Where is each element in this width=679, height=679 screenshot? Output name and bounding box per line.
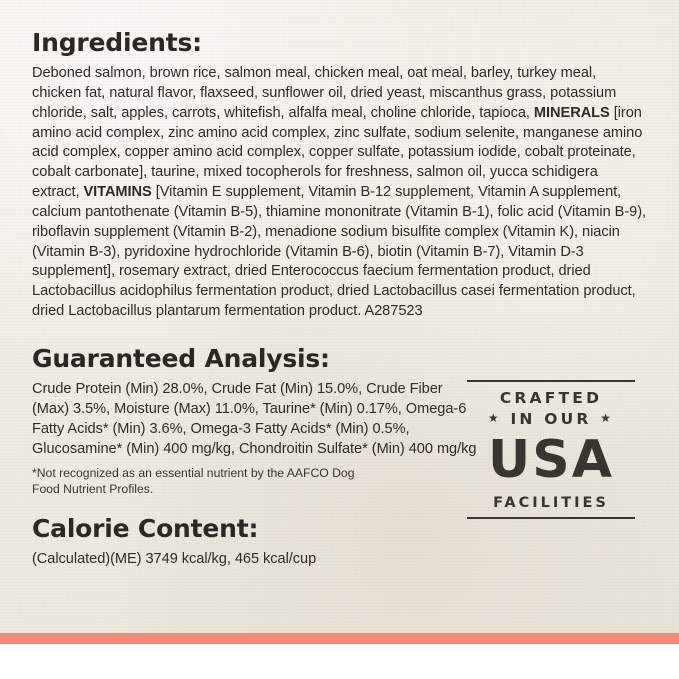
guaranteed-analysis-section: [32, 343, 649, 511]
ingredients-heading: Ingredients:: [32, 28, 202, 57]
badge-bottom-rule: [467, 517, 635, 519]
ingredients-text-part-1: Deboned salmon, brown rice, salmon meal, chicken meal, oat meal, barley, turkey meal, chicken fat, natural flavor, flaxseed, sunflower oil, dried yeast, miscanthus grass, potassium chloride, salt, apples, carrots, whitefish, alfalfa meal, choline chloride, tapioca,: [32, 65, 617, 121]
usa-badge: [467, 380, 635, 519]
ingredients-text-part-2: [iron amino acid complex, zinc amino acid complex, zinc sulfate, sodium selenite, manganese amino acid complex, copper amino acid complex, copper sulfate, potassium iodide, cobalt proteinate, cobalt carbonate], taurine, mixed tocopherols for freshness, salmon oil, yucca schidigera extract,: [32, 104, 643, 201]
ingredients-section: [32, 28, 649, 322]
badge-in-our-text: [467, 410, 635, 432]
vitamins-label: VITAMINS: [83, 184, 152, 201]
accent-stripe: [0, 633, 679, 644]
calorie-content-heading: Calorie Content:: [32, 514, 259, 544]
calorie-content-section: [32, 514, 649, 570]
badge-crafted-text: CRAFTED: [499, 388, 603, 407]
guaranteed-analysis-text: Crude Protein (Min) 28.0%, Crude Fat (Min) 15.0%, Crude Fiber (Max) 3.5%, Moisture (Max) 11.0%, Taurine* (Min) 0.17%, Omega-6 Fatty Acids* (Min) 3.6%, Omega-3 Fatty Acids* (Min) 0.5%, Glucosamine* (Min) 400 mg/kg, Chondroitin Sulfate* (Min) 400 mg/kg: [32, 380, 477, 457]
minerals-label: MINERALS: [533, 104, 610, 121]
ingredients-text: [32, 64, 649, 322]
star-icon-right: ★: [600, 410, 615, 425]
ingredients-text-part-3: [Vitamin E supplement, Vitamin B-12 supplement, Vitamin A supplement, calcium pantothenate (Vitamin B-5), thiamine mononitrate (Vitamin B-1), folic acid (Vitamin B-9), riboflavin supplement (Vitamin B-2), menadione sodium bisulfite complex (Vitamin K), niacin (Vitamin B-3), pyridoxine hydrochloride (Vitamin B-6), biotin (Vitamin B-7), Vitamin D-3 supplement], rosemary extract, dried Enterococcus faecium fermentation product, dried Lactobacillus acidophilus fermentation product, dried Lactobacillus casei fermentation product, dried Lactobacillus plantarum fermentation product. A287523: [32, 184, 647, 320]
calorie-content-text: (Calculated)(ME) 3749 kcal/kg, 465 kcal/cup: [32, 551, 317, 568]
footer-bar: [0, 633, 679, 679]
guaranteed-analysis-footnote: *Not recognized as an essential nutrient by the AAFCO Dog Food Nutrient Profiles.: [32, 466, 355, 497]
badge-facilities-text: FACILITIES: [493, 494, 609, 511]
guaranteed-analysis-heading: Guaranteed Analysis:: [32, 343, 330, 373]
badge-in-our-label: IN OUR: [510, 409, 592, 428]
star-icon-left: ★: [487, 410, 502, 425]
badge-usa-text: USA: [488, 429, 614, 490]
